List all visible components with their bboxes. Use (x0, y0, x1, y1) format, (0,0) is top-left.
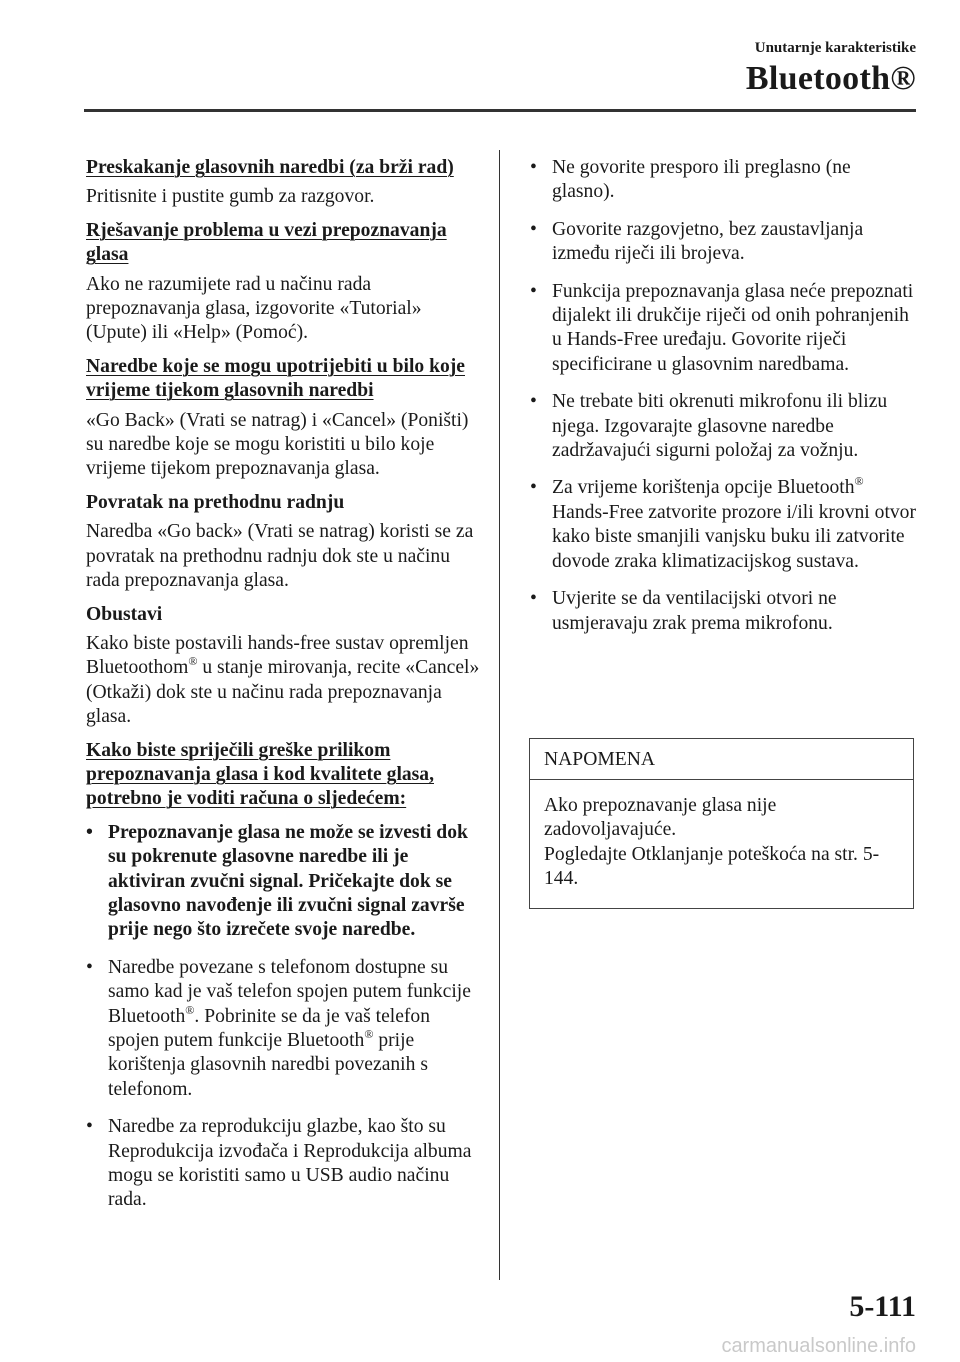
registered-mark: ® (854, 474, 864, 489)
list-item: • Funkcija prepoznavanja glasa neće prepoznati dijalekt ili drukčije riječi od onih pohranjenih u Hands-Free uređaju. Govorite riječi specificirane u glasovnim naredbama. (530, 280, 914, 375)
registered-mark: ® (188, 654, 198, 669)
paragraph-cancel: Kako biste postavili hands-free sustav opremljen Bluetoothom® u stanje mirovanja, recite «Cancel» (Otkaži) dok ste u načinu rada prepoznavanja glasa. (86, 632, 480, 728)
heading-troubleshooting: Rješavanje problema u vezi prepoznavanja glasa (86, 219, 447, 266)
note-title: NAPOMENA (530, 739, 913, 780)
note-line: Pogledajte Otklanjanje poteškoća na str. 5-144. (544, 843, 880, 890)
paragraph-anytime-commands: «Go Back» (Vrati se natrag) i «Cancel» (Poništi) su naredbe koje se mogu koristiti u bilo koje vrijeme tijekom prepoznavanja glasa. (86, 409, 469, 480)
bullet-icon: • (86, 1116, 93, 1138)
watermark: carmanualsonline.info (721, 1335, 916, 1357)
subheading-go-back: Povratak na prethodnu radnju (86, 491, 345, 513)
paragraph-go-back: Naredba «Go back» (Vrati se natrag) koristi se za povratak na prethodnu radnju dok ste u načinu rada prepoznavanja glasa. (86, 521, 474, 592)
page-title: Bluetooth® (745, 60, 916, 97)
left-bullet-list (86, 821, 481, 1213)
registered-mark: ® (364, 1027, 374, 1041)
list-item: • Ne trebate biti okrenuti mikrofonu ili blizu njega. Izgovarajte glasovne naredbe zadržavajući sigurni položaj za vožnju. (530, 391, 888, 462)
bullet-icon: • (86, 956, 93, 978)
bullet-icon: • (530, 280, 537, 302)
subheading-cancel: Obustavi (86, 603, 163, 625)
bullet-icon: • (530, 588, 537, 610)
bullet-icon: • (86, 821, 93, 843)
column-divider (499, 150, 500, 1280)
page-number: 5-111 (849, 1290, 916, 1323)
list-item: • Naredbe povezane s telefonom dostupne su samo kad je vaš telefon spojen putem funkcije Bluetooth®. Pobrinite se da je vaš telefon spojen putem funkcije Bluetooth® prije korištenja glasovnih naredbi povezanih s telefonom. (86, 956, 471, 1100)
list-item: • Uvjerite se da ventilacijski otvori ne usmjeravaju zrak prema mikrofonu. (530, 588, 837, 634)
bullet-icon: • (530, 157, 537, 178)
note-body (530, 780, 913, 908)
list-item: • Prepoznavanje glasa ne može se izvesti dok su pokrenute glasovne naredbe ili je aktiviran zvučni signal. Pričekajte dok se glasovno navođenje ili zvučni signal završe prije nego što izrečete svoje naredbe. (86, 821, 468, 941)
header-rule (84, 109, 916, 112)
list-item: • Govorite razgovjetno, bez zaustavljanja između riječi ili brojeva. (530, 218, 864, 265)
paragraph-skip-commands: Pritisnite i pustite gumb za razgovor. (86, 186, 375, 208)
left-column (86, 156, 481, 1226)
list-item: • Za vrijeme korištenja opcije Bluetooth® Hands-Free zatvorite prozore i/ili krovni otvor kako biste smanjili vanjsku buku ili zatvorite dovode zraka klimatizacijskog sustava. (530, 474, 917, 572)
heading-skip-commands: Preskakanje glasovnih naredbi (za brži rad) (86, 157, 454, 178)
heading-prevent-errors: Kako biste spriječili greške prilikom prepoznavanja glasa i kod kvalitete glasa, potrebno je voditi računa o sljedećem: (86, 739, 434, 810)
right-bullet-list (530, 156, 916, 636)
right-column (530, 156, 916, 649)
list-item: • Ne govorite presporo ili preglasno (ne glasno). (530, 157, 851, 203)
list-item: • Naredbe za reprodukciju glazbe, kao što su Reprodukcija izvođača i Reprodukcija albuma mogu se koristiti samo u USB audio načinu rada. (86, 1116, 472, 1211)
page-header-section: Unutarnje karakteristike (754, 40, 916, 56)
note-box (529, 738, 914, 909)
registered-mark: ® (185, 1002, 195, 1017)
bullet-icon: • (530, 477, 537, 499)
note-line: Ako prepoznavanje glasa nije zadovoljavajuće. (544, 795, 777, 841)
bullet-icon: • (530, 391, 537, 413)
heading-anytime-commands: Naredbe koje se mogu upotrijebiti u bilo koje vrijeme tijekom glasovnih naredbi (86, 355, 465, 402)
bullet-icon: • (530, 218, 537, 240)
paragraph-troubleshooting: Ako ne razumijete rad u načinu rada prepoznavanja glasa, izgovorite «Tutorial» (Upute) ili «Help» (Pomoć). (86, 273, 422, 344)
